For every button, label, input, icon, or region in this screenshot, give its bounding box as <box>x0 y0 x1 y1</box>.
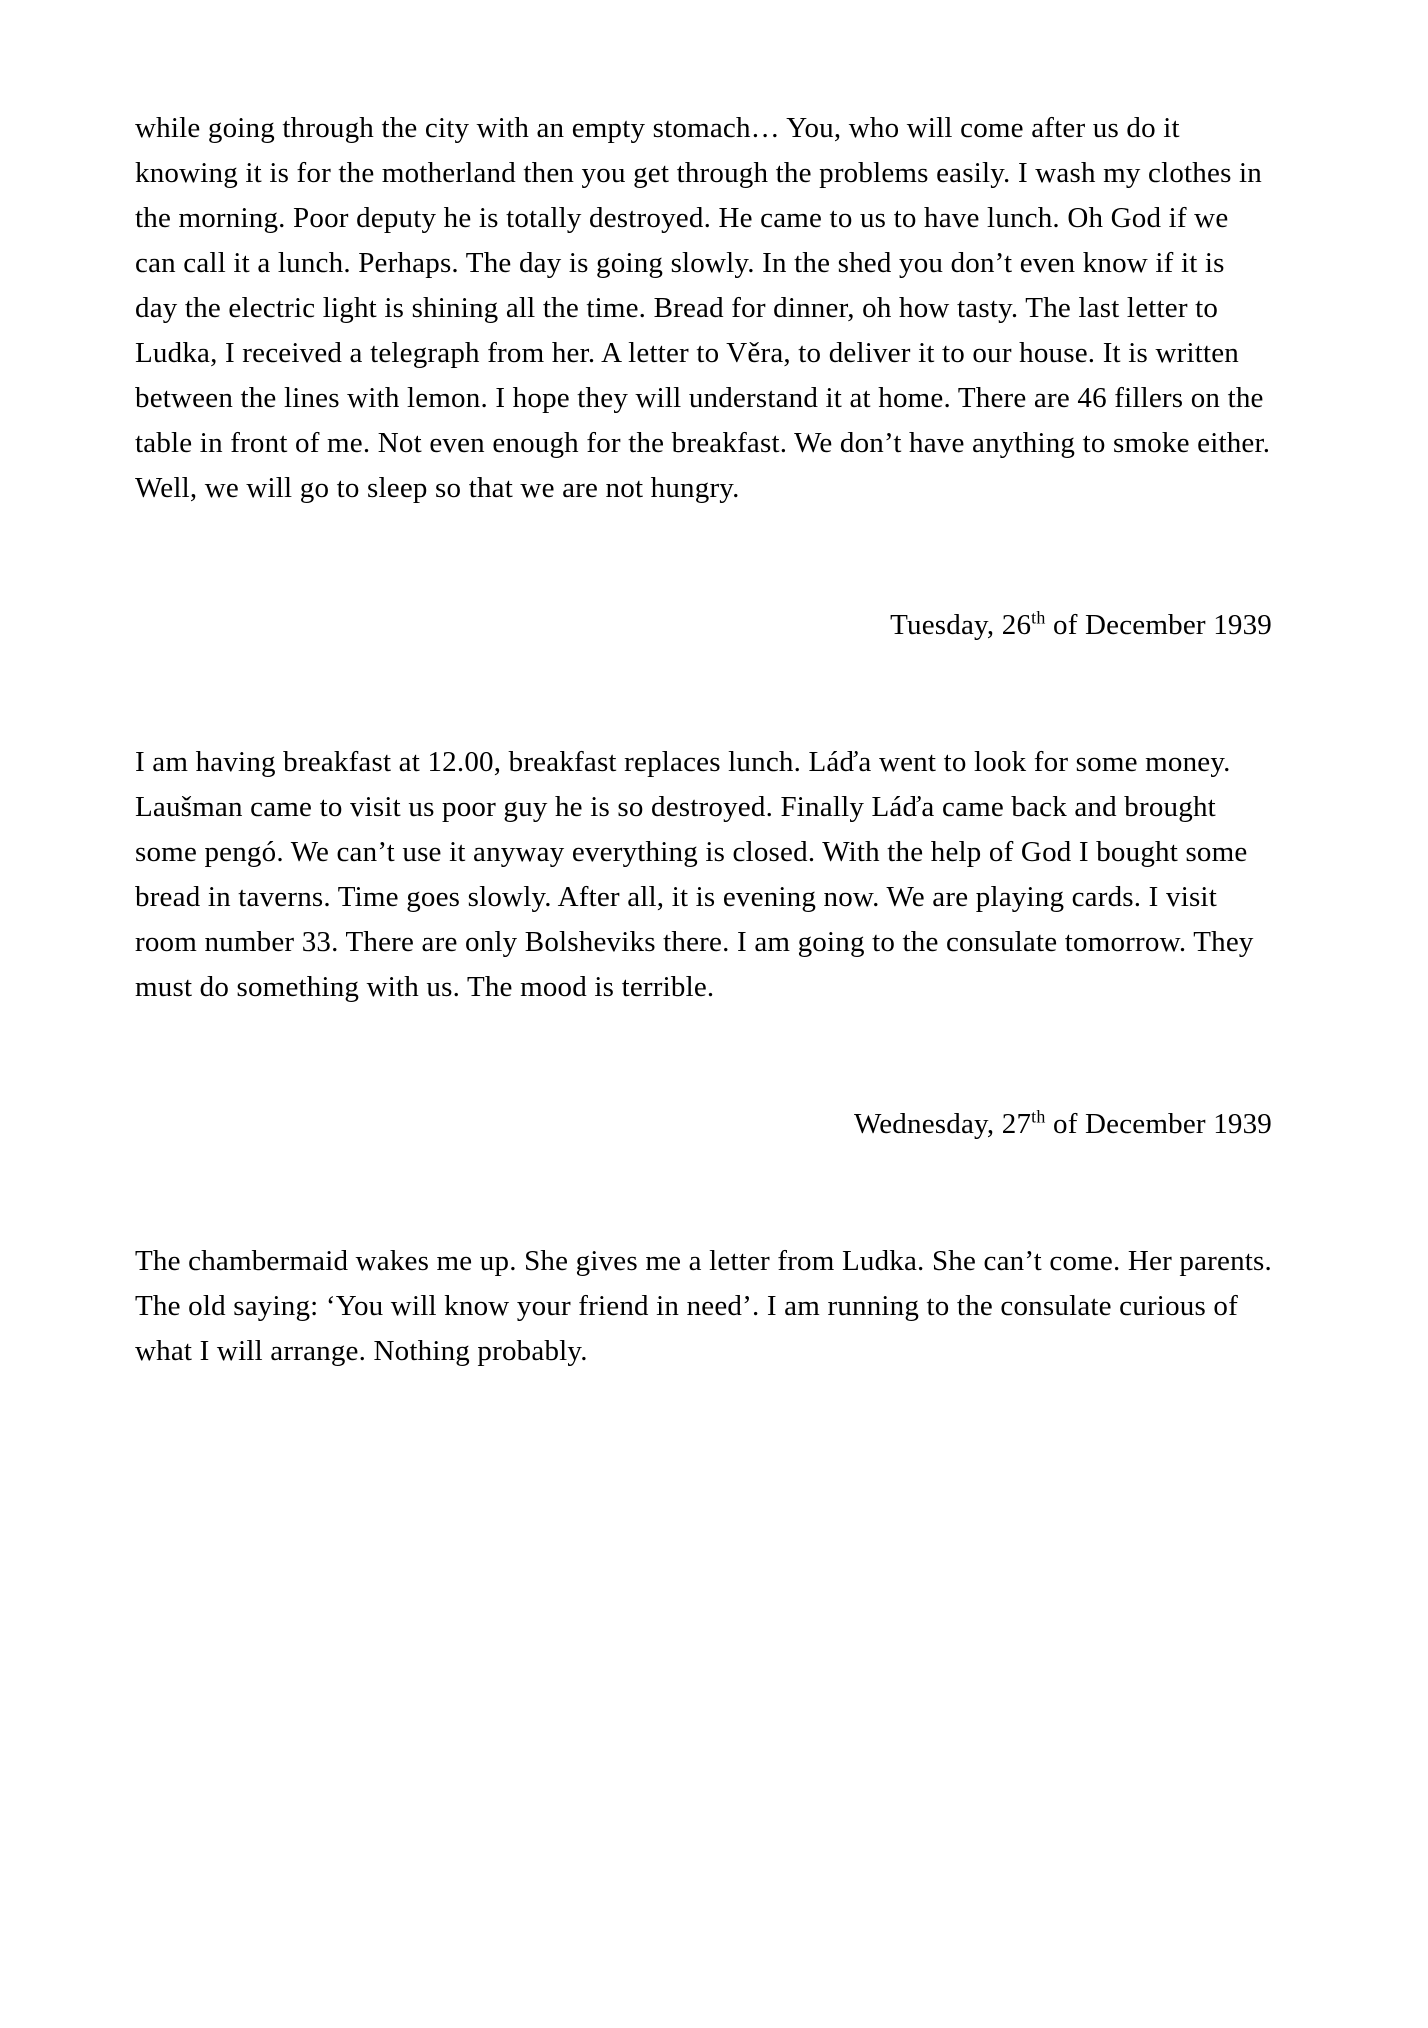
diary-paragraph-3: The chambermaid wakes me up. She gives me a letter from Ludka. She can’t come. Her parents. The old saying: ‘You will know your friend in need’. I am running to the consulate curious of what I will arrange. Nothing probably. <box>135 1245 1272 1367</box>
diary-paragraph-2: I am having breakfast at 12.00, breakfast replaces lunch. Láďa went to look for some money. Laušman came to visit us poor guy he is so destroyed. Finally Láďa came back and brought some pengó. We can’t use it anyway everything is closed. With the help of God I bought some bread in taverns. Time goes slowly. After all, it is evening now. We are playing cards. I visit room number 33. There are only Bolsheviks there. I am going to the consulate tomorrow. They must do something with us. The mood is terrible. <box>135 746 1254 1003</box>
date-heading-prefix: Wednesday, 27 <box>853 1108 1032 1140</box>
date-heading-ordinal: th <box>1031 607 1046 628</box>
date-heading-suffix: of December 1939 <box>1045 609 1272 641</box>
date-heading-ordinal: th <box>1031 1106 1046 1127</box>
date-heading-wednesday <box>135 1102 1272 1147</box>
diary-paragraph-1: while going through the city with an empty stomach… You, who will come after us do it knowing it is for the motherland then you get through the problems easily. I wash my clothes in the morning. Poor deputy he is totally destroyed. He came to us to have lunch. Oh God if we can call it a lunch. Perhaps. The day is going slowly. In the shed you don’t even know if it is day the electric light is shining all the time. Bread for dinner, oh how tasty. The last letter to Ludka, I received a telegraph from her. A letter to Věra, to deliver it to our house. It is written between the lines with lemon. I hope they will understand it at home. There are 46 fillers on the table in front of me. Not even enough for the breakfast. We don’t have anything to smoke either. Well, we will go to sleep so that we are not hungry. <box>135 112 1271 504</box>
date-heading-tuesday <box>135 603 1272 648</box>
date-heading-prefix: Tuesday, 26 <box>890 609 1032 641</box>
date-heading-suffix: of December 1939 <box>1045 1108 1272 1140</box>
